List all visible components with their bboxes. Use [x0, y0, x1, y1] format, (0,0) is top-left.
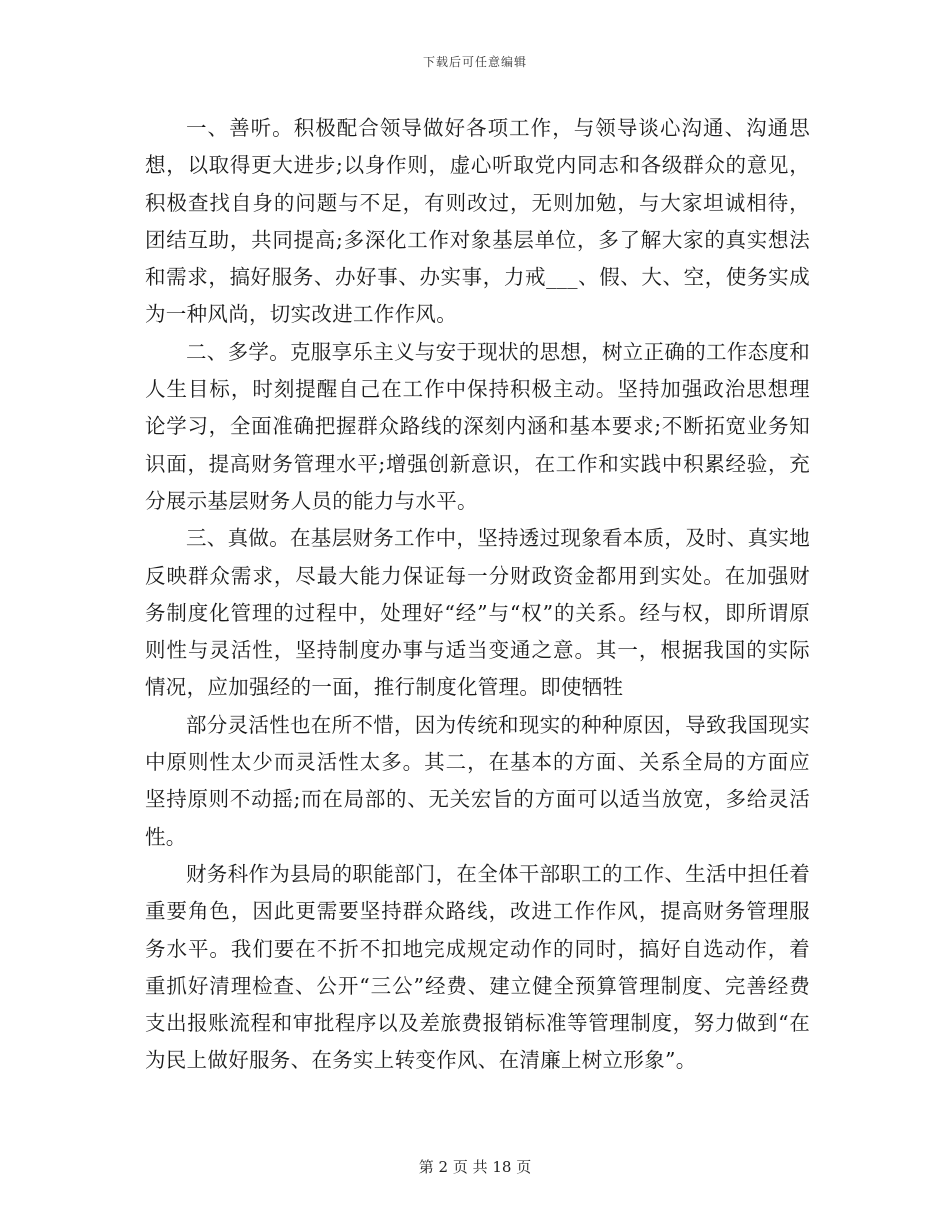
paragraph-doing: 三、真做。在基层财务工作中，坚持透过现象看本质，及时、真实地反映群众需求，尽最大能力保证每一分财政资金都用到实处。在加强财务制度化管理的过程中，处理好“经”与“权”的关系。经与权，即所谓原则性与灵活性，坚持制度办事与适当变通之意。其一，根据我国的实际情况，应加强经的一面，推行制度化管理。即使牺牲 [145, 526, 810, 700]
page-header: 下载后可任意编辑 [422, 55, 527, 69]
document-body [145, 110, 810, 1080]
page-number-footer: 第 2 页 共 18 页 [418, 1158, 532, 1176]
paragraph-flexibility: 部分灵活性也在所不惜，因为传统和现实的种种原因，导致我国现实中原则性太少而灵活性太多。其二，在基本的方面、关系全局的方面应坚持原则不动摇;而在局部的、无关宏旨的方面可以适当放宽，多给灵活性。 [145, 712, 810, 849]
paragraph-listening: 一、善听。积极配合领导做好各项工作，与领导谈心沟通、沟通思想，以取得更大进步;以身作则，虚心听取党内同志和各级群众的意见，积极查找自身的问题与不足，有则改过，无则加勉，与大家坦诚相待，团结互助，共同提高;多深化工作对象基层单位，多了解大家的真实想法和需求，搞好服务、办好事、办实事，力戒___、假、大、空，使务实成为一种风尚，切实改进工作作风。 [145, 116, 810, 327]
paragraph-finance-department: 财务科作为县局的职能部门，在全体干部职工的工作、生活中担任着重要角色，因此更需要坚持群众路线，改进工作作风，提高财务管理服务水平。我们要在不折不扣地完成规定动作的同时，搞好自选动作，着重抓好清理检查、公开“三公”经费、建立健全预算管理制度、完善经费支出报账流程和审批程序以及差旅费报销标准等管理制度，努力做到“在为民上做好服务、在务实上转变作风、在清廉上树立形象”。 [145, 861, 810, 1073]
paragraph-learning: 二、多学。克服享乐主义与安于现状的思想，树立正确的工作态度和人生目标，时刻提醒自己在工作中保持积极主动。坚持加强政治思想理论学习，全面准确把握群众路线的深刻内涵和基本要求;不断拓宽业务知识面，提高财务管理水平;增强创新意识，在工作和实践中积累经验，充分展示基层财务人员的能力与水平。 [145, 339, 810, 513]
